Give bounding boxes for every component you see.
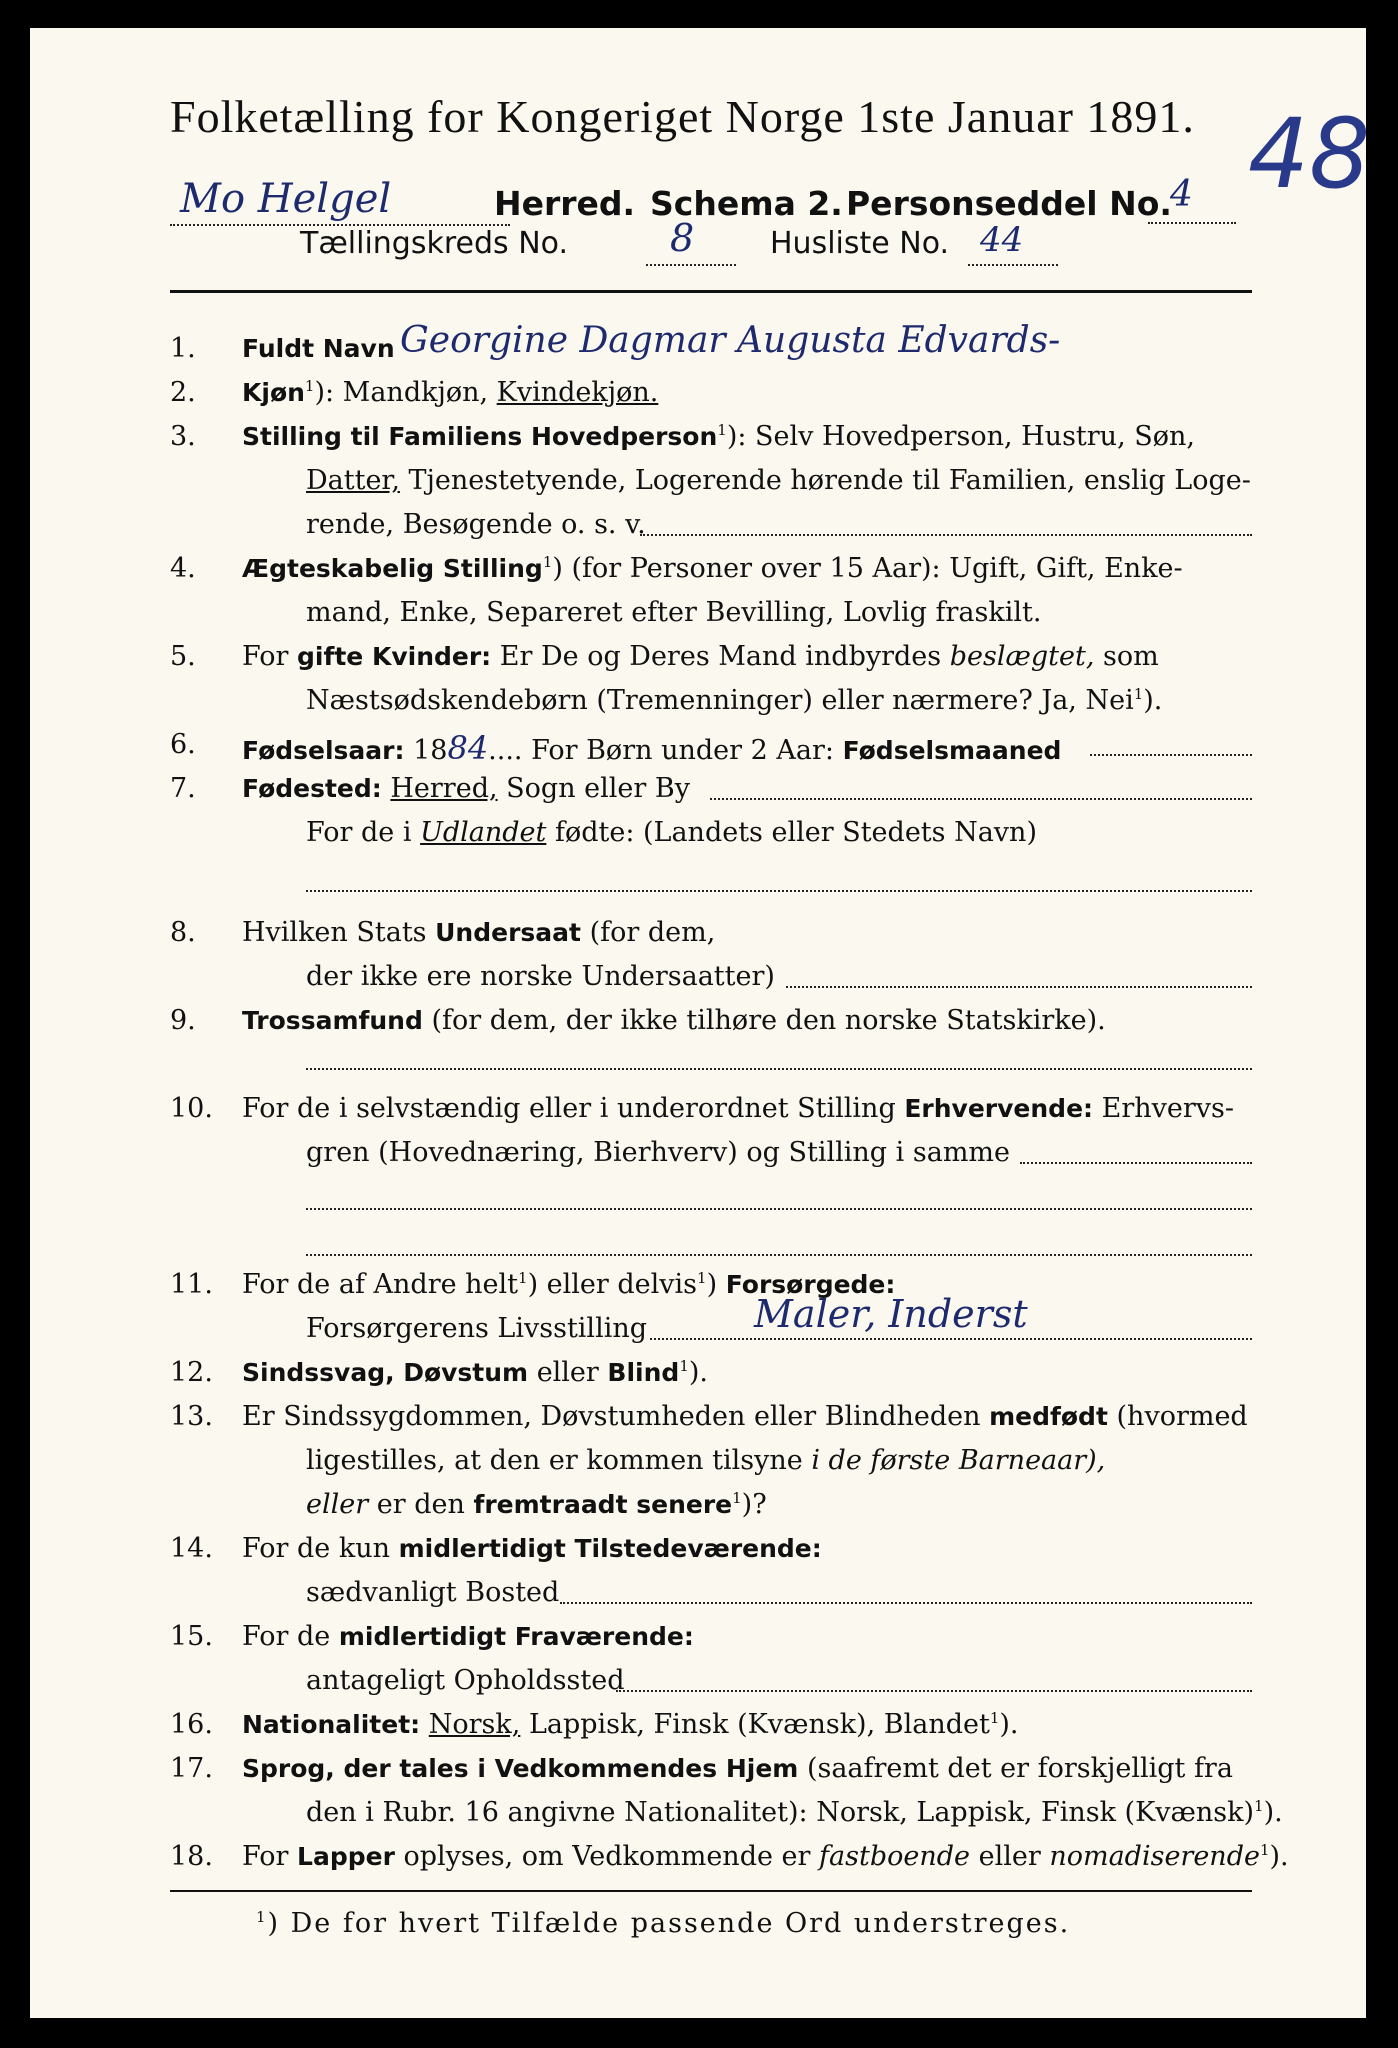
item-10-dotline-b [306,1208,1252,1210]
item-17-line [242,1753,1233,1784]
item-7-line-b [306,817,1037,848]
item-2-text: ): Mandkjøn, [314,377,489,408]
item-16-line [242,1709,1019,1740]
item-11-number: 11. [170,1269,213,1300]
item-5-label: gifte Kvinder: [297,642,492,671]
item-12-end: ). [688,1357,708,1388]
item-18-mid: eller [978,1841,1041,1872]
footer-rule [170,1890,1252,1892]
item-6-line: Fødselsaar: 1884.... For Børn under 2 Aar: Fødselsmaaned [242,729,1062,767]
item-10-text-b: gren (Hovednæring, Bierhverv) og Stilling i samme [306,1137,1011,1168]
item-17-number: 17. [170,1753,213,1784]
item-9-line [242,1005,1106,1036]
item-11-label: Forsørgede: [725,1270,896,1299]
item-7-text: Sogn eller By [506,773,690,804]
item-13-end: (hvormed [1116,1401,1248,1432]
item-8-number: 8. [170,917,196,948]
item-10-label: Erhvervende: [904,1094,1094,1123]
item-2-choice: Kvindekjøn. [496,377,659,408]
item-11-dotline [650,1338,1252,1340]
item-7-dotline [710,798,1252,800]
item-16-end: ). [999,1709,1019,1740]
item-10-number: 10. [170,1093,213,1124]
item-4-text-b: mand, Enke, Separeret efter Bevilling, Lovlig fraskilt. [306,597,1042,628]
herred-label: Herred. [494,184,636,223]
item-8-text: (for dem, [589,917,716,948]
provider-occupation-value: Maler, Inderst [754,1292,1028,1336]
item-7-text-b: fødte: (Landets eller Stedets Navn) [554,817,1037,848]
item-4-line [242,553,1183,584]
item-18-sup: 1 [1259,1841,1270,1859]
item-4-label: Ægteskabelig Stilling [242,554,543,583]
item-10-line [242,1093,1234,1124]
item-13-text-b: ligestilles, at den er kommen tilsyne [306,1445,803,1476]
item-1-label: Fuldt Navn [242,334,395,363]
husliste-label: Husliste No. [770,226,950,261]
item-15-number: 15. [170,1621,213,1652]
item-5-sup: 1 [1133,685,1144,703]
item-4-sup: 1 [542,553,553,571]
personseddel-label: Personseddel No. [846,184,1172,223]
item-5-line [242,641,1159,672]
item-14-text: For de kun [242,1533,390,1564]
item-14-text-b: sædvanligt Bosted [306,1577,560,1608]
item-15-dotline [616,1690,1252,1692]
item-5-end: som [1103,641,1159,672]
item-16-text: Lappisk, Finsk (Kvænsk), Blandet [528,1709,990,1740]
item-10-dotline-c [306,1254,1252,1256]
husliste-value: 44 [980,220,1024,260]
item-11-end: ) [706,1269,718,1300]
item-18-label: Lapper [297,1842,395,1871]
item-11-text: For de af Andre helt [242,1269,519,1300]
item-13-line-c [306,1489,767,1520]
item-7-dotline-b [306,890,1252,892]
item-16-label: Nationalitet: [242,1710,421,1739]
header-rule [170,290,1252,293]
footnote-sup: 1 [256,1908,268,1926]
herred-value: Mo Helgel [180,176,392,222]
item-12-label3: Blind [607,1358,680,1387]
personseddel-value: 4 [1170,174,1193,215]
item-13-italic-c: eller [306,1489,369,1520]
item-13-text: Er Sindssygdommen, Døvstumheden eller Blindheden [242,1401,981,1432]
item-15-text: For de [242,1621,331,1652]
item-4-text: ) (for Personer over 15 Aar): Ugift, Gift, Enke- [552,553,1183,584]
item-14-line [242,1533,822,1564]
footnote-text: ) De for hvert Tilfælde passende Ord understreges. [267,1908,1071,1939]
item-8-pre: Hvilken Stats [242,917,427,948]
item-2-number: 2. [170,377,196,408]
item-5-text: Er De og Deres Mand indbyrdes [499,641,942,672]
item-11-sup2: 1 [697,1269,707,1287]
item-18-end: ). [1269,1841,1289,1872]
census-form [30,28,1371,2018]
item-11-text-b: Forsørgerens Livsstilling [306,1313,648,1344]
item-3-number: 3. [170,421,196,452]
item-3-label: Stilling til Familiens Hovedperson [242,422,718,451]
item-7-label: Fødested: [242,774,382,803]
item-7-italic: Udlandet [420,817,547,848]
item-13-end-c: )? [741,1489,767,1520]
item-18-italic1: fastboende [819,1841,970,1872]
item-16-sup: 1 [989,1709,1000,1727]
item-7-choice: Herred, [390,773,498,804]
item-13-label: medfødt [989,1402,1108,1431]
item-6-label2: Fødselsmaaned [842,736,1062,765]
schema-label: Schema 2. [650,184,843,223]
item-3-choice: Datter, [306,465,400,496]
item-9-dotline [306,1068,1252,1070]
item-13-text-c: er den [376,1489,465,1520]
item-14-label: midlertidigt Tilstedeværende: [398,1534,822,1563]
item-5-italic: beslægtet, [949,641,1095,672]
item-18-italic2: nomadiserende [1049,1841,1260,1872]
item-8-text-b: der ikke ere norske Undersaatter) [306,961,775,992]
item-8-label: Undersaat [435,918,581,947]
item-14-number: 14. [170,1533,213,1564]
item-15-label: midlertidigt Fraværende: [338,1622,694,1651]
item-11-mid: ) eller delvis [527,1269,698,1300]
item-17-line-b [306,1797,1283,1828]
item-4-number: 4. [170,553,196,584]
item-17-end-b: ). [1263,1797,1283,1828]
item-12-text: eller [536,1357,599,1388]
item-12-sup: 1 [679,1357,689,1375]
item-5-text-b: Næstsødskendebørn (Tremenninger) eller nærmere? Ja, Nei [306,685,1134,716]
item-18-line [242,1841,1289,1872]
item-7-pre-b: For de i [306,817,412,848]
item-5-end-b: ). [1143,685,1163,716]
item-13-number: 13. [170,1401,213,1432]
item-12-label2: Døvstum [403,1358,529,1387]
item-6-prefix: 18 [413,735,448,766]
item-3-line [242,421,1195,452]
item-15-line [242,1621,694,1652]
item-17-sup: 1 [1254,1797,1264,1815]
item-5-pre: For [242,641,289,672]
item-3-text: ): Selv Hovedperson, Hustru, Søn, [726,421,1195,452]
item-2-label: Kjøn [242,378,305,407]
kreds-dotline [646,264,736,266]
item-2-line [242,377,658,408]
item-8-dotline [786,986,1252,988]
item-10-pre: For de i selvstændig eller i underordnet Stilling [242,1093,896,1124]
full-name-value: Georgine Dagmar Augusta Edvards- [400,320,1061,361]
item-13-label-c: fremtraadt senere [473,1490,733,1519]
item-11-sup1: 1 [518,1269,528,1287]
item-9-text: (for dem, der ikke tilhøre den norske Statskirke). [431,1005,1106,1036]
item-7-number: 7. [170,773,196,804]
item-10-dotline-a [1020,1162,1252,1164]
item-18-pre: For [242,1841,289,1872]
item-17-label: Sprog, der tales i Vedkommendes Hjem [242,1754,799,1783]
item-3-line-b [306,465,1251,496]
item-10-text: Erhvervs- [1101,1093,1235,1124]
item-6-dotline [1090,754,1252,756]
item-3-sup: 1 [717,421,727,439]
item-3-text-b: Tjenestetyende, Logerende hørende til Familien, enslig Loge- [408,465,1251,496]
item-14-dotline [560,1602,1252,1604]
item-12-number: 12. [170,1357,213,1388]
personseddel-dotline [1148,222,1236,224]
item-6-number: 6. [170,729,196,760]
item-16-choice: Norsk, [428,1709,521,1740]
item-13-italic-b: i de første Barneaar), [811,1445,1106,1476]
item-2-sup: 1 [304,377,315,395]
kreds-value: 8 [670,216,695,260]
item-6-label: Fødselsaar: [242,736,405,765]
item-17-text: (saafremt det er forskjelligt fra [806,1753,1233,1784]
item-17-text-b: den i Rubr. 16 angivne Nationalitet): Norsk, Lappisk, Finsk (Kvænsk) [306,1797,1255,1828]
item-3-text-c: rende, Besøgende o. s. v. [306,509,646,540]
item-18-text: oplyses, om Vedkommende er [403,1841,811,1872]
margin-number: 48 [1248,98,1371,210]
item-9-label: Trossamfund [242,1006,423,1035]
item-13-line-b [306,1445,1105,1476]
footnote [256,1908,1070,1939]
husliste-dotline [968,264,1058,266]
item-3-dotline [640,534,1252,536]
item-5-line-b [306,685,1162,716]
birth-year-value: 84 [447,729,489,767]
item-8-line [242,917,715,948]
item-18-number: 18. [170,1841,213,1872]
item-13-line [242,1401,1248,1432]
item-9-number: 9. [170,1005,196,1036]
item-6-text: For Børn under 2 Aar: [531,735,834,766]
item-16-number: 16. [170,1709,213,1740]
item-12-line [242,1357,708,1388]
item-12-label1: Sindssvag, [242,1358,395,1387]
item-15-text-b: antageligt Opholdssted [306,1665,625,1696]
item-7-line [242,773,690,804]
form-title: Folketælling for Kongeriget Norge 1ste Januar 1891. [170,91,1195,142]
item-13-sup: 1 [732,1489,742,1507]
kreds-label: Tællingskreds No. [300,226,568,261]
item-1-number: 1. [170,333,196,364]
item-5-number: 5. [170,641,196,672]
